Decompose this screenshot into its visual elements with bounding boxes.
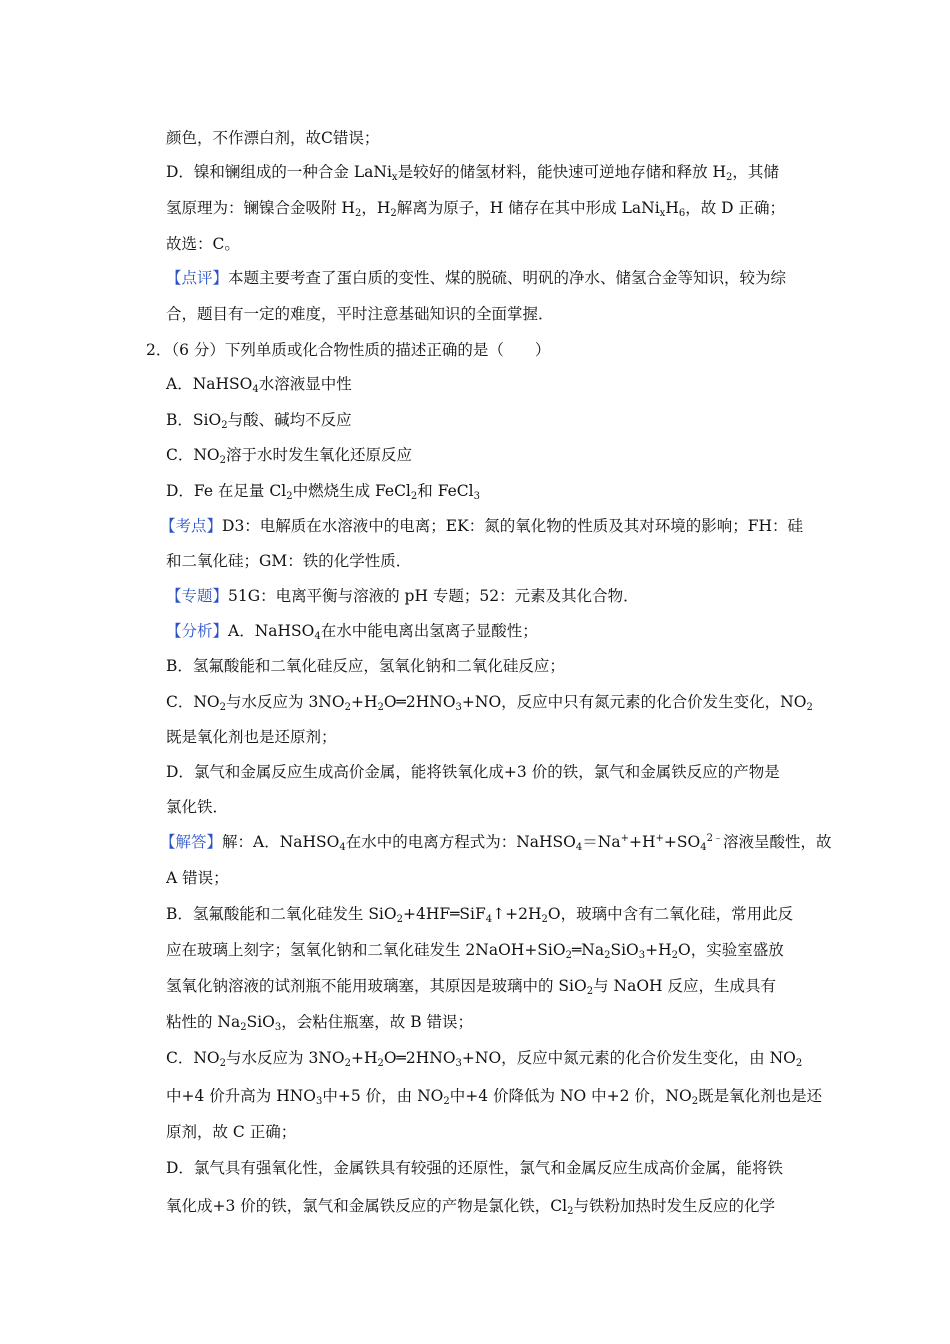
analysis-line-5: D．氯气和金属反应生成高价金属，能将铁氧化成+3 价的铁，氯气和金属铁反应的产物是 [166, 763, 780, 781]
topic-line: 【专题】51G：电离平衡与溶液的 pH 专题；52：元素及其化合物． [166, 587, 639, 605]
answer-tag: 【解答】 [160, 833, 223, 851]
question-2-stem: 2．（6 分）下列单质或化合物性质的描述正确的是（ ） [146, 341, 551, 359]
option-d: D．Fe 在足量 $Cl_2$中燃烧生成 FeCl$_2$和 FeCl$_3$ [166, 482, 480, 502]
analysis-tag: 【分析】 [166, 622, 229, 640]
option-b: B．SiO$_2$与酸、碱均不反应 [166, 411, 352, 431]
text-line-1: 颜色，不作漂白剂，故C错误； [166, 129, 380, 147]
comment-line-2: 合，题目有一定的难度，平时注意基础知识的全面掌握． [166, 305, 554, 323]
analysis-line-6: 氯化铁． [166, 798, 229, 816]
answer-line-7: C．$NO_2$与水反应为 $3NO_2+H_2O═2HNO_3+NO$，反应中氮元素的化合价发生变化，由 $NO_2$ [166, 1049, 803, 1069]
exam-point-line-1: 【考点】D3：电解质在水溶液中的电离；EK：氮的氧化物的性质及其对环境的影响；FH：硅 [160, 517, 803, 535]
answer-line-3: B．氢氟酸能和二氧化硅发生 $SiO_2+4HF═SiF_4↑+2H_2O$，玻璃中含有二氧化硅，常用此反 [166, 905, 794, 925]
answer-line-1: 【解答】解：A．NaHSO$_4$在水中的电离方程式为：$NaHSO_4=Na^++H^++SO_4^{2﹣}$溶液呈酸性，故 [160, 833, 832, 853]
answer-line-8: 中+4 价升高为 $HNO_3$中+5 价，由 $NO_2$中+4 价降低为 NO 中+2 价，$NO_2$既是氧化剂也是还 [166, 1087, 823, 1107]
comment-line-1: 【点评】本题主要考查了蛋白质的变性、煤的脱硫、明矾的净水、储氢合金等知识，较为综 [166, 269, 787, 287]
text-line-2: D．镍和镧组成的一种合金 LaNi$_x$是较好的储氢材料，能快速可逆地存储和释放 $H_2$，其储 [166, 163, 779, 183]
exam-point-tag: 【考点】 [160, 517, 223, 535]
answer-line-10: D．氯气具有强氧化性，金属铁具有较强的还原性，氯气和金属反应生成高价金属，能将铁 [166, 1159, 783, 1177]
analysis-line-1: 【分析】A．NaHSO$_4$在水中能电离出氢离子显酸性； [166, 622, 538, 642]
topic-tag: 【专题】 [166, 587, 229, 605]
text-line-4: 故选：C。 [166, 235, 240, 253]
comment-tag: 【点评】 [166, 269, 229, 287]
answer-line-11: 氧化成+3 价的铁，氯气和金属铁反应的产物是氯化铁，$Cl_2$与铁粉加热时发生反应的化学 [166, 1197, 775, 1217]
analysis-line-2: B．氢氟酸能和二氧化硅反应，氢氧化钠和二氧化硅反应； [166, 657, 565, 675]
analysis-line-3: C．$NO_2$与水反应为 $3NO_2+H_2O═2HNO_3+NO$，反应中只有氮元素的化合价发生变化，$NO_2$ [166, 693, 813, 713]
option-c: C．$NO_2$溶于水时发生氧化还原反应 [166, 446, 413, 466]
answer-line-4: 应在玻璃上刻字；氢氧化钠和二氧化硅发生 $2NaOH+SiO_2═Na_2SiO_3+H_2O$，实验室盛放 [166, 941, 784, 961]
option-a: A．NaHSO$_4$水溶液显中性 [166, 375, 352, 395]
exam-point-line-2: 和二氧化硅；GM：铁的化学性质． [166, 552, 412, 570]
answer-line-2: A 错误； [166, 869, 229, 887]
text-line-3: 氢原理为：镧镍合金吸附 $H_2$，$H_2$解离为原子，H 储存在其中形成 $LaNi_xH_6$，故 D 正确； [166, 199, 786, 219]
answer-line-5: 氢氧化钠溶液的试剂瓶不能用玻璃塞，其原因是玻璃中的 SiO$_2$与 NaOH 反应，生成具有 [166, 977, 776, 997]
answer-line-6: 粘性的 $Na_2SiO_3$，会粘住瓶塞，故 B 错误； [166, 1013, 474, 1033]
analysis-line-4: 既是氧化剂也是还原剂； [166, 728, 337, 746]
answer-line-9: 原剂，故 C 正确； [166, 1123, 297, 1141]
